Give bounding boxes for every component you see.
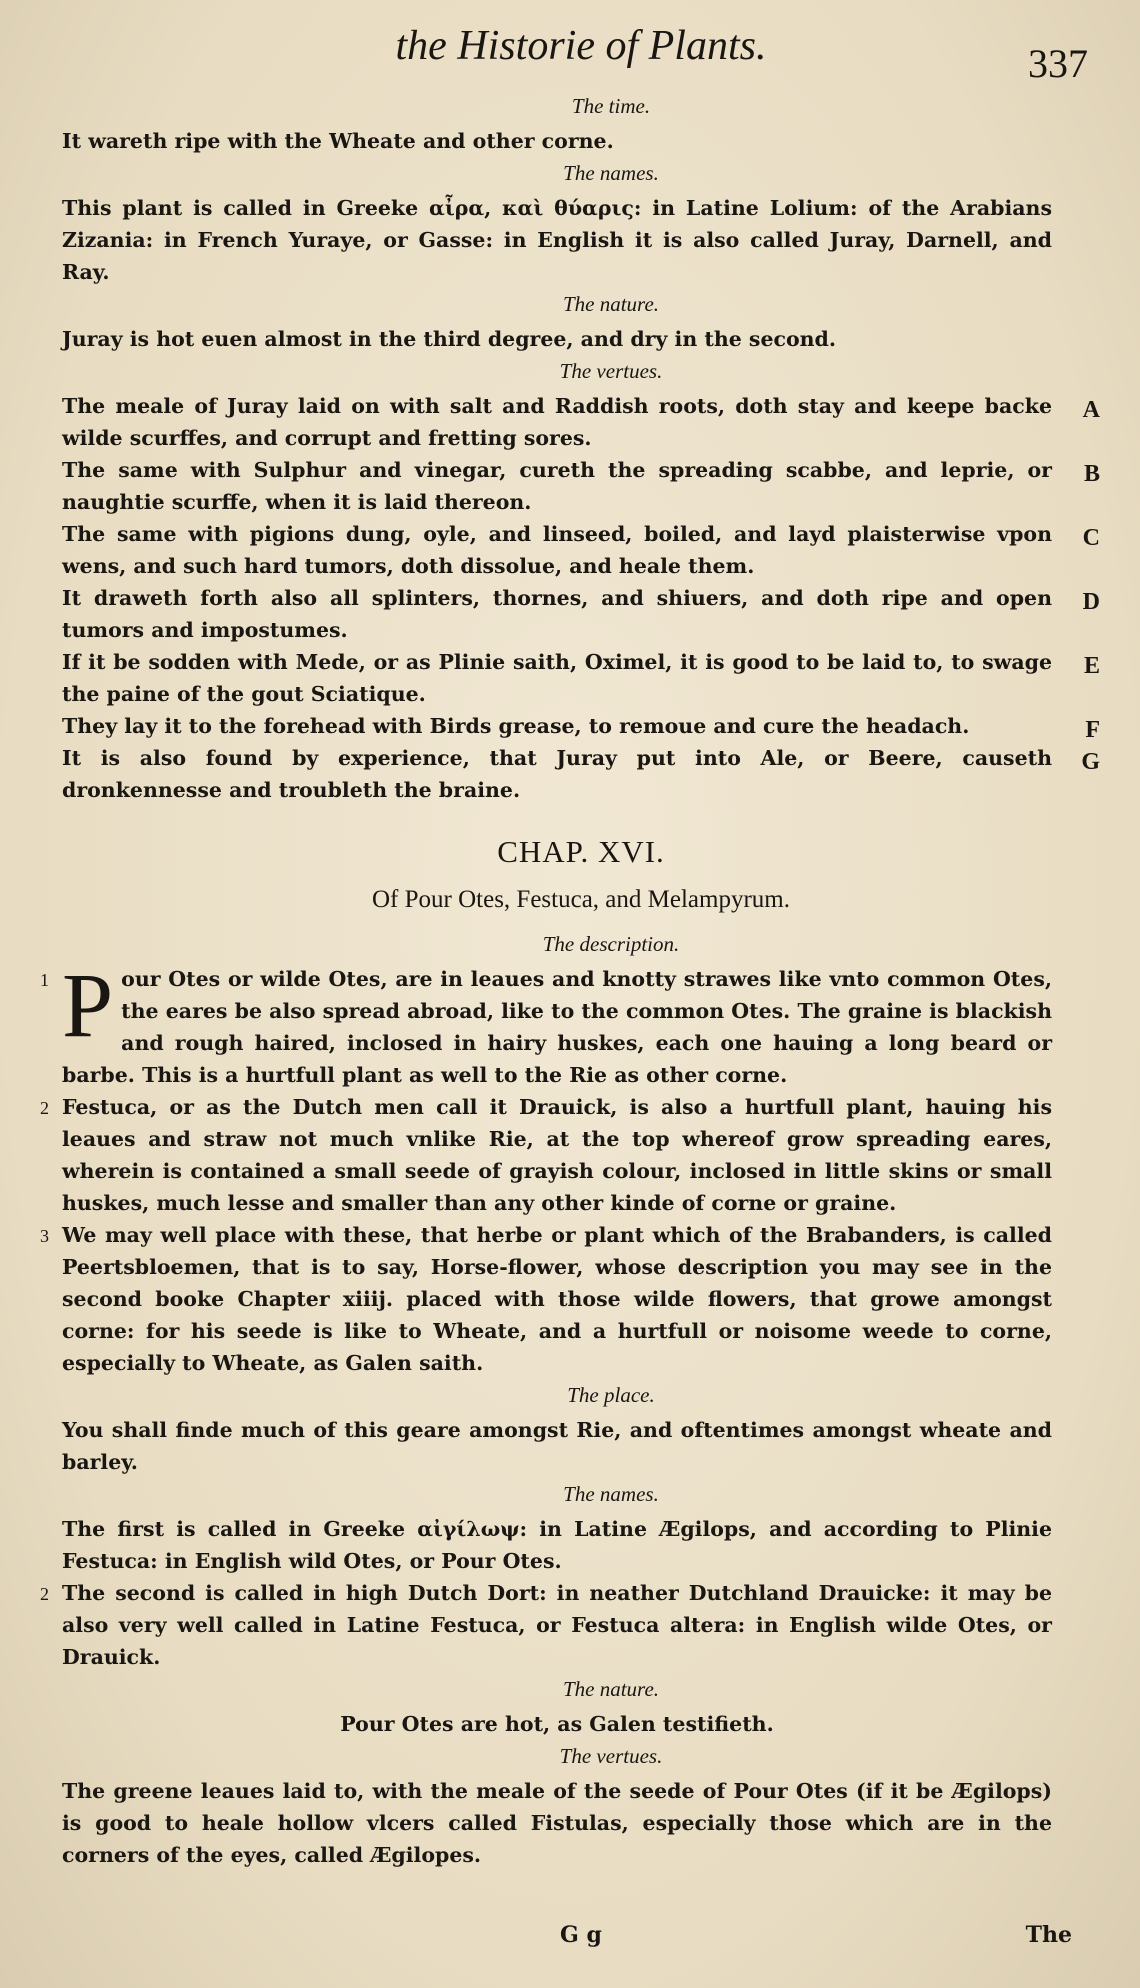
- description-item: [40, 1091, 1100, 1219]
- nature-paragraph: Pour Otes are hot, as Galen testifieth.: [340, 1712, 774, 1736]
- section-heading-nature: The nature.: [562, 1677, 660, 1701]
- vertues-paragraph: The greene leaues laid to, with the meale of the seede of Pour Otes (if it be Ægilops) is good to heale hollow vlcers called Fistulas, especially those which are in the corners of the eyes, called Ægilopes.: [62, 1779, 1052, 1867]
- margin-letter: F: [1085, 717, 1100, 743]
- vertue-text: It draweth forth also all splinters, thornes, and shiuers, and doth ripe and open tumors and impostumes.: [62, 586, 1052, 642]
- section-heading-place: The place.: [567, 1383, 655, 1407]
- margin-letter: D: [1082, 589, 1100, 615]
- section-heading-description: The description.: [542, 932, 680, 956]
- margin-letter: B: [1083, 461, 1100, 487]
- section-heading-names: The names.: [563, 161, 659, 185]
- section-heading-vertues: The vertues.: [559, 1744, 663, 1768]
- names-text: The first is called in Greeke αἰγίλωψ: in Latine Ægilops, and according to Plinie Festuca: in English wild Otes, or Pour Otes.: [62, 1517, 1052, 1573]
- vertue-item: [62, 518, 1100, 582]
- signature-mark: G g: [560, 1922, 602, 1948]
- item-number: 3: [40, 1226, 49, 1246]
- place-paragraph: You shall finde much of this geare amongst Rie, and oftentimes amongst wheate and barley.: [62, 1418, 1052, 1474]
- description-text: We may well place with these, that herbe or plant which of the Brabanders, is called Peertsbloemen, that is to say, Horse-flower, whose description you may see in the second booke Chapter xiiij. placed with those wilde flowers, that growe amongst corne: for his seede is like to Wheate, and a hurtfull or noisome weede to corne, especially to Wheate, as Galen saith.: [62, 1223, 1052, 1375]
- nature-paragraph: Juray is hot euen almost in the third degree, and dry in the second.: [62, 327, 837, 351]
- vertue-text: They lay it to the forehead with Birds grease, to remoue and cure the headach.: [62, 714, 970, 738]
- catchword: The: [1025, 1922, 1072, 1948]
- item-number: 2: [40, 1098, 49, 1118]
- description-text: Festuca, or as the Dutch men call it Drauick, is also a hurtfull plant, hauing his leaues and straw not much vnlike Rie, at the top whereof grow spreading eares, wherein is contained a small seede of grayish colour, inclosed in little skins or small huskes, much lesse and smaller than any other kinde of corne or graine.: [62, 1095, 1052, 1215]
- names-item: [40, 1577, 1100, 1673]
- chapter-heading: CHAP. XVI.: [497, 834, 665, 869]
- names-item: [62, 1513, 1100, 1577]
- margin-letter: A: [1082, 397, 1100, 423]
- drop-capital: P: [62, 954, 114, 1056]
- vertue-text: The meale of Juray laid on with salt and Raddish roots, doth stay and keepe backe wilde scurffes, and corrupt and fretting sores.: [62, 394, 1052, 450]
- vertue-item: [62, 390, 1100, 454]
- running-title: the Historie of Plants.: [395, 23, 767, 69]
- description-item: [40, 1219, 1100, 1379]
- vertue-text: The same with Sulphur and vinegar, cureth the spreading scabbe, and leprie, or naughtie scurffe, when it is laid thereon.: [62, 458, 1052, 514]
- vertue-item: [62, 742, 1100, 806]
- section-heading-names: The names.: [563, 1482, 659, 1506]
- description-item: [40, 954, 1100, 1091]
- vertue-text: It is also found by experience, that Juray put into Ale, or Beere, causeth dronkennesse and troubleth the braine.: [62, 746, 1052, 802]
- section-heading-time: The time.: [571, 94, 651, 118]
- margin-letter: C: [1082, 525, 1100, 551]
- vertue-text: If it be sodden with Mede, or as Plinie saith, Oximel, it is good to be laid to, to swage the paine of the gout Sciatique.: [62, 650, 1052, 706]
- page-number: 337: [1028, 41, 1088, 86]
- item-number: 2: [40, 1584, 49, 1604]
- margin-letter: G: [1081, 749, 1100, 775]
- section-heading-nature: The nature.: [562, 292, 660, 316]
- margin-letter: E: [1083, 653, 1100, 679]
- time-paragraph: It wareth ripe with the Wheate and other corne.: [62, 129, 614, 153]
- vertue-item: [62, 582, 1100, 646]
- description-text: our Otes or wilde Otes, are in leaues and knotty strawes like vnto common Otes, the eares be also spread abroad, like to the common Otes. The graine is blackish and rough haired, inclosed in hairy huskes, each one hauing a long beard or barbe. This is a hurtfull plant as well to the Rie as other corne.: [62, 967, 1052, 1087]
- names-text: The second is called in high Dutch Dort: in neather Dutchland Drauicke: it may be also very well called in Latine Festuca, or Festuca altera: in English wilde Otes, or Drauick.: [62, 1581, 1052, 1669]
- vertue-text: The same with pigions dung, oyle, and linseed, boiled, and layd plaisterwise vpon wens, and such hard tumors, doth dissolue, and heale them.: [62, 522, 1052, 578]
- item-number: 1: [40, 970, 49, 990]
- running-head: [62, 0, 1100, 90]
- chapter-title: Of Pour Otes, Festuca, and Melampyrum.: [372, 886, 790, 913]
- vertue-item: [62, 710, 1100, 742]
- names-paragraph: This plant is called in Greeke αἶρα, καὶ θύαρις: in Latine Lolium: of the Arabians Zizania: in French Yuraye, or Gasse: in English it is also called Juray, Darnell, and Ray.: [62, 196, 1052, 284]
- vertue-item: [62, 454, 1100, 518]
- vertue-item: [62, 646, 1100, 710]
- section-heading-vertues: The vertues.: [559, 359, 663, 383]
